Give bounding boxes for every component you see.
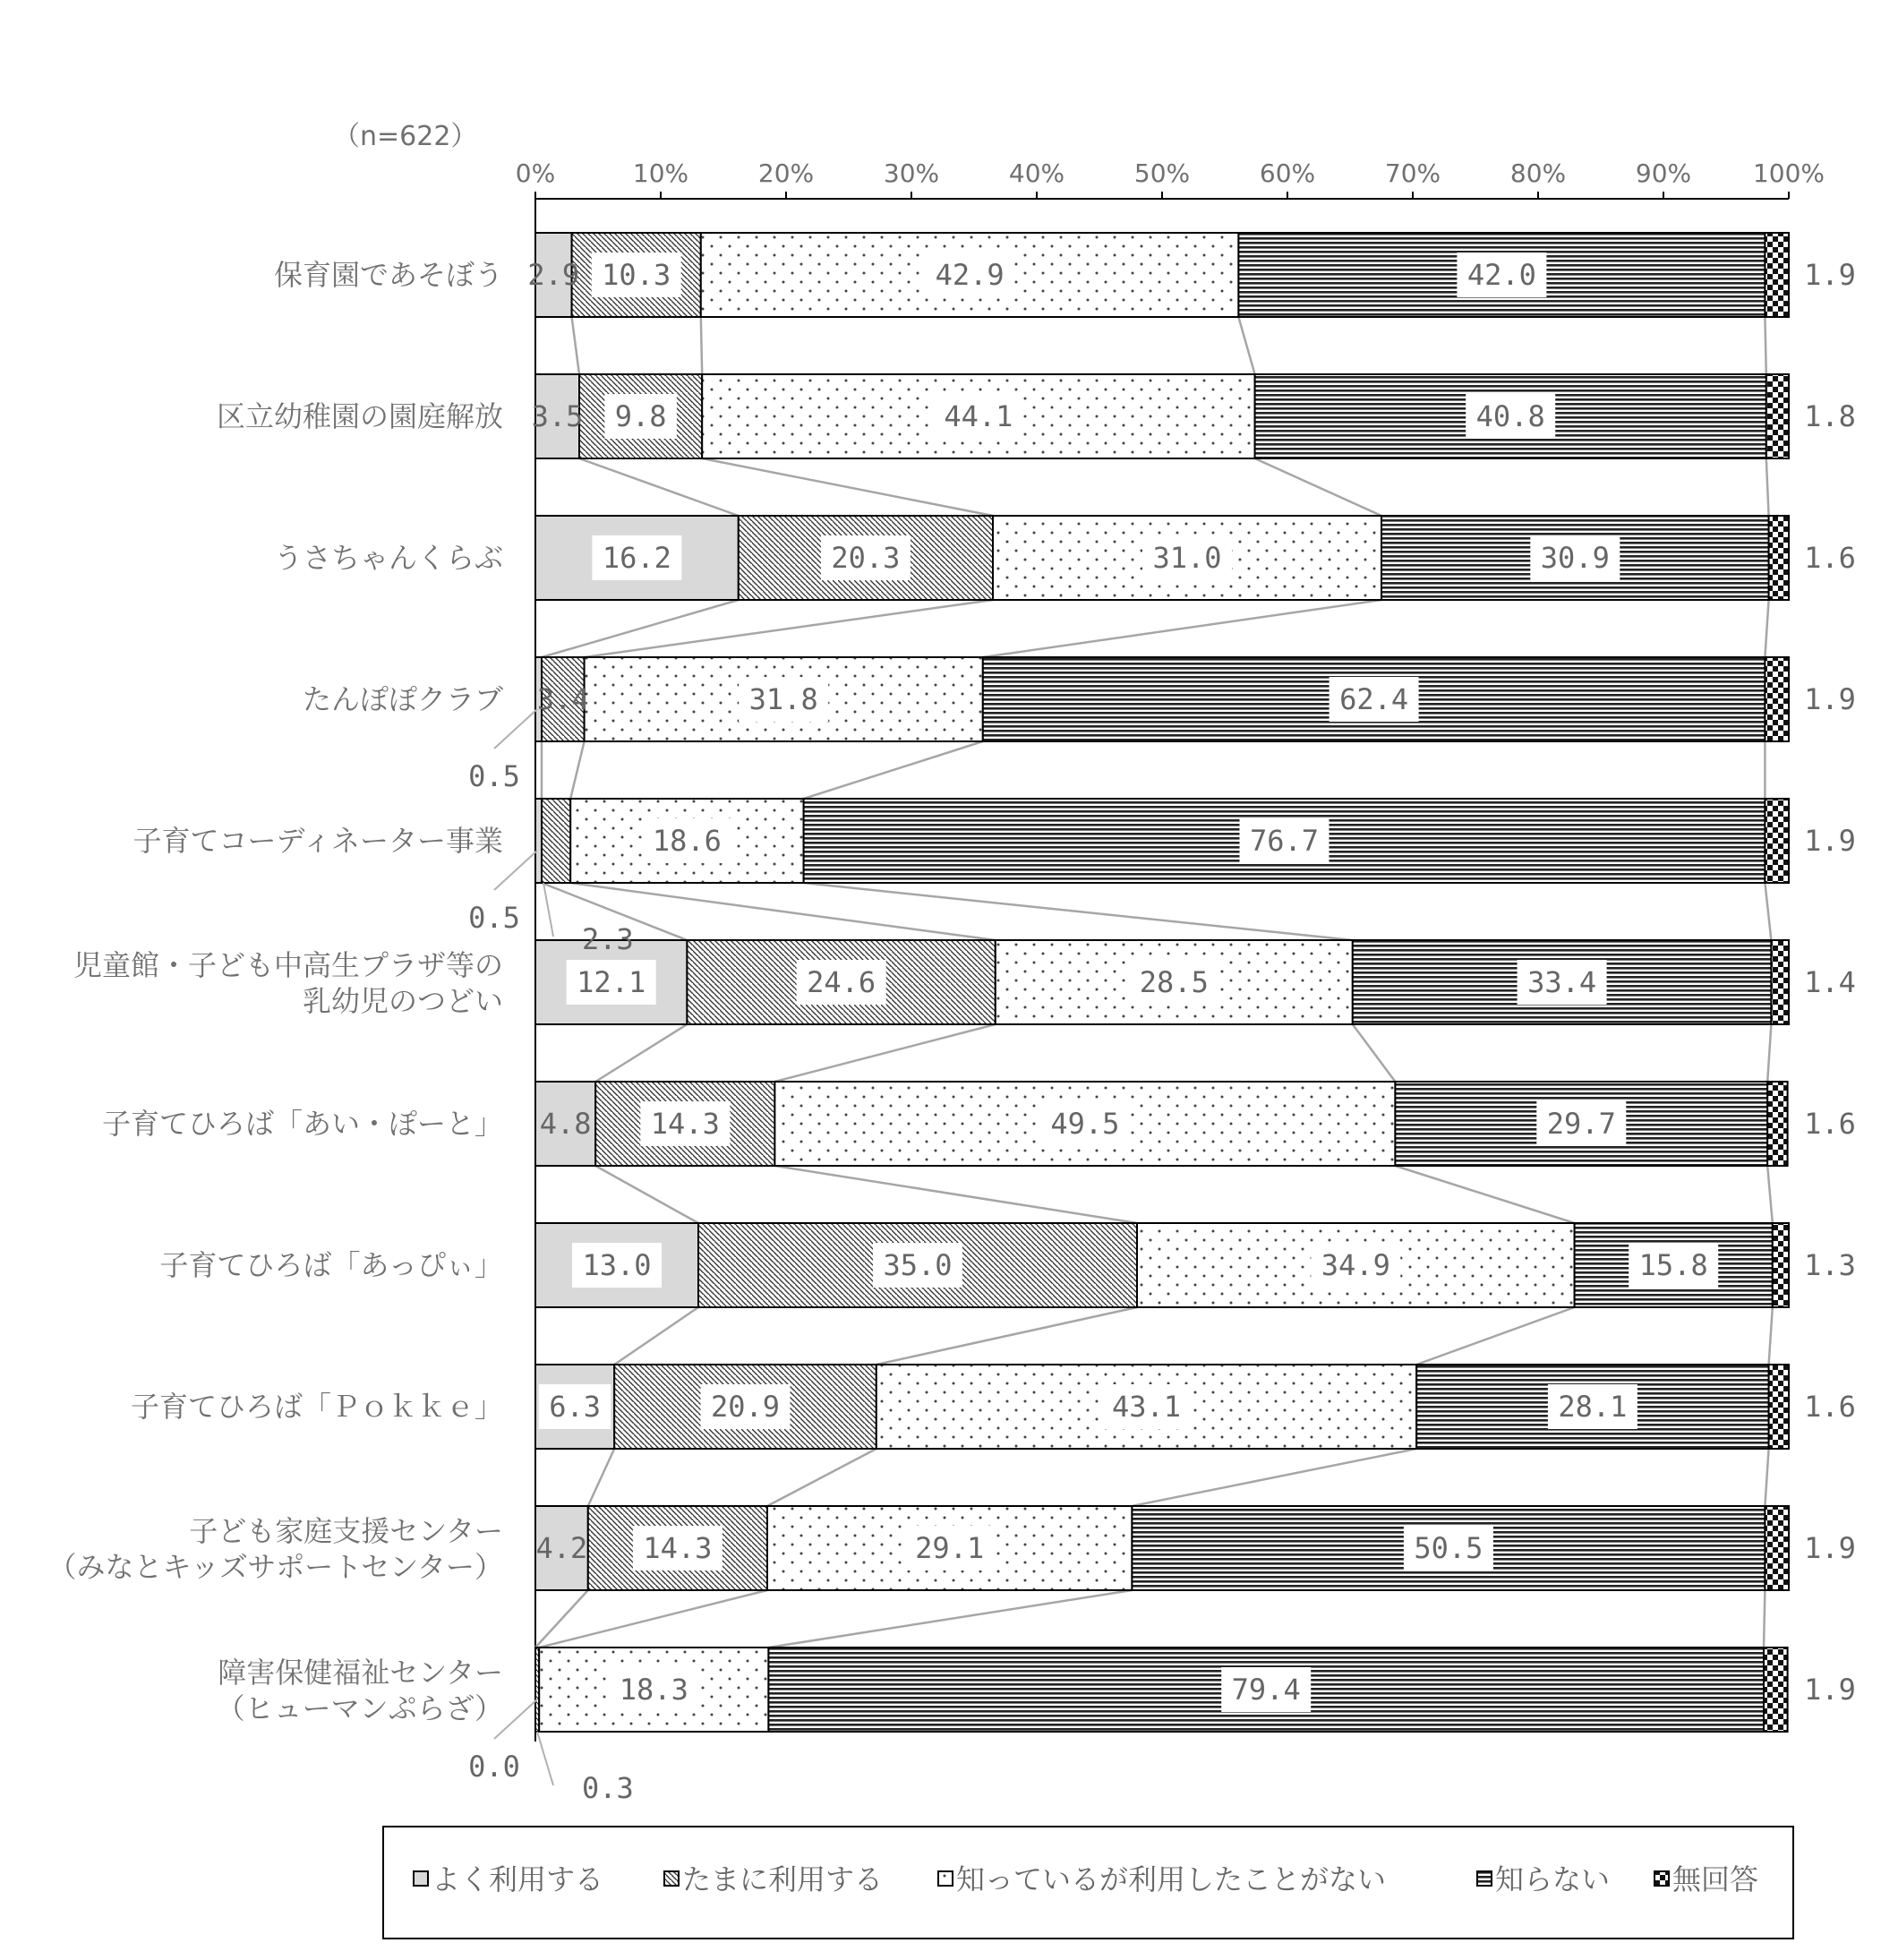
data-label: 50.5 [1414, 1531, 1483, 1565]
x-tick-label: 60% [1259, 158, 1316, 188]
connector-line [535, 1590, 588, 1648]
data-label: 18.3 [619, 1673, 688, 1707]
bar-segment [1769, 1365, 1789, 1449]
connector-line [595, 1024, 687, 1082]
data-label: 31.0 [1152, 541, 1222, 575]
data-label: 1.9 [1804, 1531, 1856, 1565]
x-tick-label: 70% [1384, 158, 1441, 188]
bar-segment [1766, 374, 1789, 458]
data-label: 28.1 [1558, 1390, 1628, 1424]
connector-line [1767, 1024, 1771, 1082]
category-label: 乳幼児のつどい [302, 984, 503, 1018]
connector-line [1765, 317, 1766, 374]
legend-swatch [938, 1871, 953, 1886]
connector-line [768, 1590, 1132, 1648]
connector-line [804, 741, 983, 799]
category-label: 児童館・子ども中高生プラザ等の [73, 948, 503, 982]
connector-line [1255, 458, 1381, 516]
connector-line [595, 1166, 698, 1223]
category-label: 子育てひろば「あっぴぃ」 [159, 1248, 503, 1282]
x-tick-label: 10% [632, 158, 689, 188]
data-label: 4.2 [535, 1531, 588, 1565]
data-label: 1.9 [1804, 682, 1856, 716]
x-tick-label: 40% [1008, 158, 1065, 188]
x-tick-label: 20% [757, 158, 815, 188]
connector-line [1767, 1166, 1773, 1223]
data-label: 29.7 [1546, 1107, 1616, 1141]
connector-line [1765, 600, 1768, 657]
legend-label: 知っているが利用したことがない [956, 1862, 1387, 1896]
data-label: 49.5 [1050, 1107, 1120, 1141]
data-label: 1.9 [1804, 258, 1856, 292]
data-label: 0.3 [582, 1771, 634, 1805]
data-label: 1.9 [1804, 1673, 1856, 1707]
connector-line [579, 458, 739, 516]
data-label: 1.8 [1804, 399, 1856, 433]
category-label: 障害保健福祉センター [218, 1656, 503, 1690]
data-label: 1.3 [1804, 1248, 1856, 1282]
data-label: 4.8 [539, 1107, 592, 1141]
data-label: 1.6 [1804, 1107, 1856, 1141]
data-label: 14.3 [643, 1531, 713, 1565]
connector-line [774, 1024, 995, 1082]
data-label: 0.5 [468, 759, 520, 793]
connector-line [1766, 458, 1769, 516]
data-label: 33.4 [1527, 965, 1597, 999]
connector-line [804, 883, 1353, 940]
data-label: 43.1 [1111, 1390, 1182, 1424]
leader-line [537, 1732, 553, 1785]
bar-segment [1764, 1648, 1788, 1732]
data-label: 3.4 [536, 682, 589, 716]
x-tick-label: 30% [883, 158, 940, 188]
bar-segment [1765, 233, 1789, 317]
connector-line [572, 317, 579, 374]
connector-line [1238, 317, 1254, 374]
legend-label: 知らない [1495, 1862, 1611, 1896]
data-label: 30.9 [1540, 541, 1610, 575]
x-tick-label: 80% [1509, 158, 1567, 188]
connector-line [1395, 1166, 1574, 1223]
bar-segment [535, 799, 542, 883]
connector-line [876, 1307, 1137, 1365]
connector-line [585, 600, 993, 657]
category-label: 区立幼稚園の園庭解放 [216, 399, 503, 433]
data-label: 20.3 [831, 541, 901, 575]
category-label: 子育てコーディネーター事業 [133, 824, 503, 858]
data-label: 42.0 [1466, 258, 1536, 292]
connector-line [570, 741, 584, 799]
bar-segment [1769, 516, 1789, 600]
data-label: 6.3 [549, 1390, 601, 1424]
legend-label: たまに利用する [682, 1862, 884, 1896]
data-label: 0.0 [468, 1750, 520, 1784]
data-label: 12.1 [577, 965, 646, 999]
data-label: 20.9 [710, 1390, 781, 1424]
connector-line [1764, 1590, 1765, 1648]
connector-line [1765, 883, 1771, 940]
legend-swatch [1654, 1871, 1669, 1886]
category-label: （ヒューマンぷらざ） [216, 1691, 503, 1725]
legend [383, 1827, 1793, 1939]
connector-line [983, 600, 1381, 657]
connector-line [1353, 1024, 1396, 1082]
connector-line [702, 458, 993, 516]
data-label: 28.5 [1139, 965, 1209, 999]
connector-line [701, 317, 702, 374]
data-label: 24.6 [807, 965, 876, 999]
connector-line [1416, 1307, 1574, 1365]
data-label: 18.6 [652, 824, 722, 858]
legend-swatch [1477, 1871, 1492, 1886]
category-label: 子育てひろば「あい・ぽーと」 [101, 1107, 503, 1141]
connector-line [614, 1307, 698, 1365]
data-label: 40.8 [1475, 399, 1545, 433]
data-label: 2.9 [527, 258, 580, 292]
data-label: 3.5 [531, 399, 584, 433]
sample-size-note: （n=622） [333, 121, 478, 152]
bar-segment [542, 799, 570, 883]
data-label: 1.9 [1804, 824, 1856, 858]
category-label: 子ども家庭支援センター [189, 1514, 503, 1548]
data-label: 76.7 [1249, 824, 1320, 858]
bar-segment [1765, 799, 1789, 883]
connector-line [1132, 1449, 1416, 1506]
connector-line [1769, 1307, 1773, 1365]
category-label: うさちゃんくらぶ [273, 541, 503, 575]
data-label: 1.6 [1804, 541, 1856, 575]
x-tick-label: 100% [1752, 158, 1825, 188]
data-label: 0.5 [468, 901, 520, 935]
bar-segment [1765, 657, 1789, 741]
bar-segment [1767, 1082, 1787, 1166]
legend-swatch [664, 1871, 679, 1886]
bar-segment [1765, 1506, 1789, 1590]
x-tick-label: 50% [1133, 158, 1191, 188]
leader-line [543, 883, 553, 937]
data-label: 2.3 [582, 922, 634, 956]
connector-line [570, 883, 996, 940]
category-label: 保育園であそぼう [273, 258, 503, 292]
category-label: たんぽぽクラブ [302, 682, 503, 716]
data-label: 16.2 [602, 541, 671, 575]
data-label: 29.1 [915, 1531, 985, 1565]
connector-line [588, 1449, 614, 1506]
category-label: 子育てひろば「Ｐｏｋｋｅ」 [130, 1390, 503, 1424]
legend-label: 無回答 [1672, 1862, 1759, 1896]
category-label: （みなとキッズサポートセンター） [47, 1550, 503, 1584]
x-tick-label: 90% [1635, 158, 1692, 188]
connector-line [767, 1449, 876, 1506]
data-label: 15.8 [1638, 1248, 1708, 1282]
data-label: 1.6 [1804, 1390, 1856, 1424]
bar-segment [1771, 940, 1789, 1024]
connector-line [539, 1590, 767, 1648]
data-label: 79.4 [1231, 1673, 1301, 1707]
data-label: 42.9 [935, 258, 1005, 292]
data-label: 13.0 [582, 1248, 652, 1282]
data-label: 10.3 [602, 258, 671, 292]
x-tick-label: 0% [515, 158, 556, 188]
legend-label: よく利用する [432, 1862, 604, 1896]
data-label: 62.4 [1339, 682, 1409, 716]
data-label: 44.1 [944, 399, 1013, 433]
data-label: 35.0 [883, 1248, 953, 1282]
data-label: 9.8 [614, 399, 667, 433]
data-label: 1.4 [1804, 965, 1856, 999]
data-label: 14.3 [650, 1107, 720, 1141]
data-label: 31.8 [748, 682, 818, 716]
connector-line [1765, 1449, 1768, 1506]
connector-line [774, 1166, 1137, 1223]
legend-swatch [414, 1871, 428, 1886]
bar-segment [1773, 1223, 1789, 1307]
data-label: 34.9 [1321, 1248, 1390, 1282]
